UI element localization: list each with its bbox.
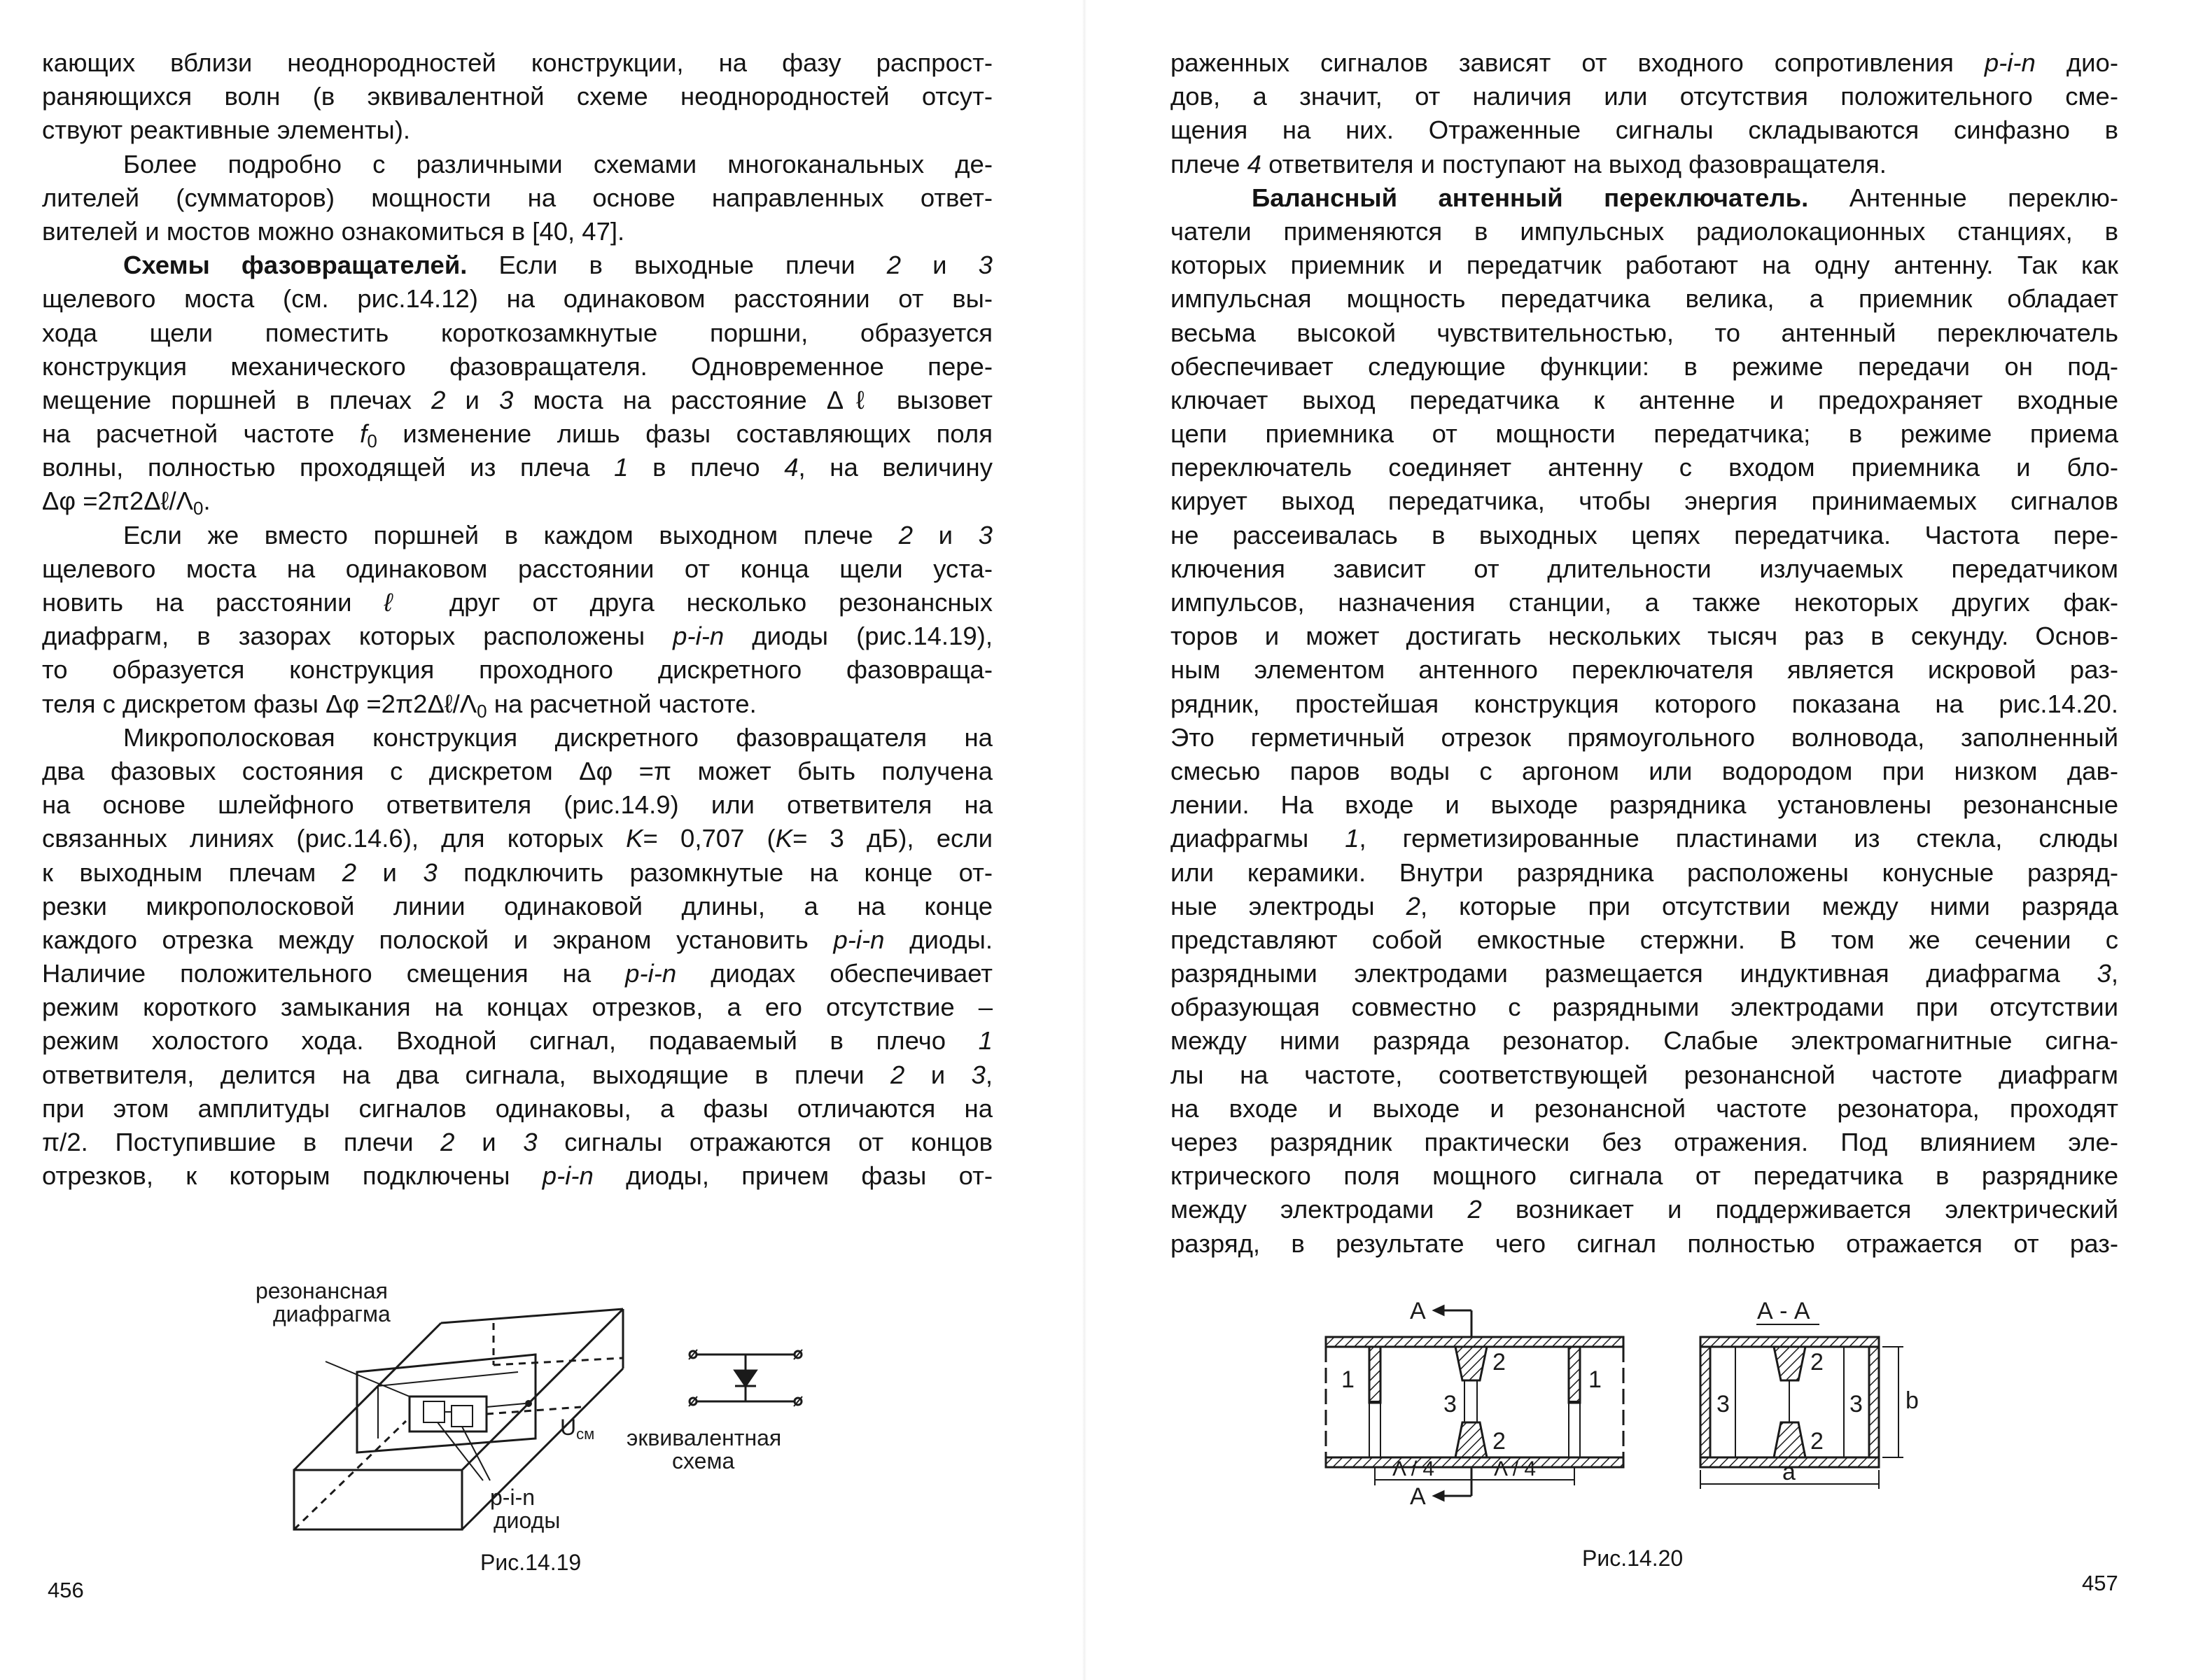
label-equiv-1: эквивалентная — [627, 1425, 782, 1450]
text-line: два фазовых состояния с дискретом Δφ =π может быть получена — [42, 756, 993, 785]
text-line: обеспечивает следующие функции: в режиме передачи он под- — [1170, 351, 2118, 381]
text-line: разрядными электродами размещается индуктивная диафрагма 3, — [1170, 959, 2118, 988]
text-line: диафрагм, в зазорах которых расположены p-i-n диоды (рис.14.19), — [42, 622, 993, 651]
label-dimension-b: b — [1905, 1387, 1919, 1414]
text-line: весьма высокой чувствительностью, то антенный переключатель — [1170, 318, 2118, 347]
left-page-text — [42, 46, 993, 1193]
label-pin-2: диоды — [494, 1508, 561, 1533]
text-line: Наличие положительного смещения на p-i-n диодах обеспечивает — [42, 959, 993, 988]
text-line: ствуют реактивные элементы). — [42, 115, 411, 145]
label-electrode-2-top: 2 — [1492, 1349, 1506, 1376]
text-line: между электродами 2 возникает и поддерживается электрический — [1170, 1195, 2118, 1224]
text-line: связанных линиях (рис.14.6), для которых K= 0,707 (K= 3 дБ), если — [42, 824, 993, 853]
label-diaphragm-1-left: 1 — [1341, 1366, 1355, 1393]
label-aa-2-top: 2 — [1810, 1349, 1824, 1376]
electrode-2-top — [1455, 1347, 1487, 1380]
text-line: Если же вместо поршней в каждом выходном плече 2 и 3 — [123, 520, 993, 550]
text-line: ктрического поля мощного сигнала от передатчика в разряднике — [1170, 1161, 2118, 1191]
label-pin-1: p-i-n — [490, 1485, 536, 1510]
text-line: или керамики. Внутри разрядника расположены конусные разряд- — [1170, 858, 2118, 887]
text-line: щения на них. Отраженные сигналы складываются синфазно в — [1170, 115, 2118, 145]
section-heading-phase-shifters: Схемы фазовращателей. Если в выходные плечи 2 и 3 — [123, 251, 993, 280]
equivalent-circuit — [689, 1350, 802, 1406]
text-line: щелевого моста на одинаковом расстоянии от конца щели уста- — [42, 554, 993, 583]
figure-14-20-caption: Рис.14.20 — [1582, 1546, 1684, 1571]
text-line: резки микрополосковой линии одинаковой длины, а на конце — [42, 891, 993, 920]
figure-14-19 — [252, 1239, 868, 1533]
text-line: Микрополосковая конструкция дискретного фазовращателя на — [123, 722, 993, 752]
text-line: представляют собой емкостные стержни. В том же сечении с — [1170, 925, 2118, 954]
text-line: Более подробно с различными схемами многоканальных де- — [123, 149, 993, 178]
cross-section-right-wall — [1869, 1347, 1879, 1457]
text-line: мещение поршней в плечах 2 и 3 моста на расстояние Δℓ вызовет — [42, 385, 993, 414]
text-line: плече 4 ответвителя и поступают на выход фазовращателя. — [1170, 149, 1887, 178]
formula-line: $\Delta\varphi =2\pi 2\Delta\ell/\Lambda_0$. — [42, 486, 211, 519]
page-number-left: 456 — [48, 1578, 84, 1602]
text-line: которых приемник и передатчик работают на одну антенну. Так как — [1170, 251, 2118, 280]
right-page — [1102, 0, 2203, 1680]
label-aa-3-right: 3 — [1849, 1391, 1863, 1418]
text-line: теля с дискретом фазы $\Delta\varphi =2\pi 2\Delta\ell/\Lambda_0$ на расчетной частоте. — [42, 689, 757, 721]
text-line: волны, полностью проходящей из плеча 1 в плечо 4, на величину — [42, 453, 993, 482]
cross-electrode-top — [1774, 1347, 1805, 1380]
text-line: на основе шлейфного ответвителя (рис.14.9) или ответвителя на — [42, 790, 993, 820]
text-line: смесью паров воды с аргоном или водородом при низком дав- — [1170, 756, 2118, 785]
text-line: новить на расстоянии ℓ друг от друга несколько резонансных — [42, 588, 993, 617]
text-line: конструкция механического фазовращателя. Одновременное пере- — [42, 351, 993, 381]
cross-section-top-wall — [1700, 1337, 1879, 1347]
text-line: раженных сигналов зависят от входного сопротивления p-i-n дио- — [1170, 48, 2118, 77]
diaphragm-1-right-top — [1569, 1347, 1580, 1403]
text-line: раняющихся волн (в эквивалентной схеме неоднородностей отсут- — [42, 82, 993, 111]
label-aa-2-bottom: 2 — [1810, 1428, 1824, 1455]
figure-14-20 — [1312, 1289, 1942, 1541]
pin-diode-right — [452, 1406, 473, 1427]
text-line: ответвителя, делится на два сигнала, выходящие в плечи 2 и 3, — [42, 1060, 993, 1089]
electrode-2-bottom — [1455, 1422, 1487, 1457]
text-line: каждого отрезка между полоской и экраном установить p-i-n диоды. — [42, 925, 993, 954]
text-line: при этом амплитуды сигналов одинаковы, а фазы отличаются на — [42, 1093, 993, 1123]
text-line: хода щели поместить короткозамкнутые поршни, образуется — [42, 318, 993, 347]
figure-14-19-drawing — [252, 1239, 868, 1533]
text-line: ключения зависит от длительности излучаемых передатчиком — [1170, 554, 2118, 583]
label-section-title: А - А — [1757, 1298, 1810, 1324]
text-line: кающих вблизи неоднородностей конструкции, на фазу распрост- — [42, 48, 993, 77]
text-line: импульсов, назначения станции, а также некоторых других фак- — [1170, 588, 2118, 617]
text-line: к выходным плечам 2 и 3 подключить разомкнутые на конце от- — [42, 858, 993, 887]
label-resonant-2: диафрагма — [273, 1301, 391, 1326]
text-line: лении. На входе и выходе разрядника установлены резонансные — [1170, 790, 2118, 820]
text-line: вителей и мостов можно ознакомиться в [40, 47]. — [42, 216, 625, 246]
inductive-diaphragm-3 — [1464, 1380, 1477, 1422]
text-line: между ними разряда резонатор. Слабые электромагнитные сигна- — [1170, 1026, 2118, 1056]
text-line: не рассеивалась в выходных цепях передатчика. Частота пере- — [1170, 520, 2118, 550]
label-electrode-2-bottom: 2 — [1492, 1428, 1506, 1455]
label-section-bottom: А — [1410, 1483, 1426, 1510]
text-line: ключает выход передатчика к антенне и предохраняет входные — [1170, 385, 2118, 414]
page-number-right: 457 — [2082, 1571, 2118, 1595]
diaphragm-1-left-top — [1369, 1347, 1380, 1403]
text-line: дов, а значит, от наличия или отсутствия положительного сме- — [1170, 82, 2118, 111]
waveguide-front-face — [294, 1470, 462, 1530]
diaphragm-gap — [410, 1396, 487, 1432]
text-line: разряд, в результате чего сигнал полностью отражается от раз- — [1170, 1228, 2118, 1258]
label-resonant-1: резонансная — [256, 1278, 388, 1303]
label-ucm: Uсм — [560, 1415, 595, 1443]
pin-diode-left — [424, 1401, 445, 1422]
text-line: на входе и выходе и резонансной частоте резонатора, проходят — [1170, 1093, 2118, 1123]
text-line: щелевого моста (см. рис.14.12) на одинаковом расстоянии от вы- — [42, 284, 993, 314]
text-line: режим холостого хода. Входной сигнал, подаваемый в плечо 1 — [42, 1026, 993, 1056]
text-line: Это герметичный отрезок прямоугольного волновода, заполненный — [1170, 722, 2118, 752]
text-line: торов и может достигать нескольких тысяч раз в секунду. Основ- — [1170, 622, 2118, 651]
text-line: рядник, простейшая конструкция которого показана на рис.14.20. — [1170, 689, 2118, 718]
label-section-top: А — [1410, 1298, 1426, 1324]
text-line: импульсная мощность передатчика велика, а приемник обладает — [1170, 284, 2118, 314]
section-heading-antenna-switch: Балансный антенный переключатель. Антенные переклю- — [1252, 183, 2118, 212]
waveguide-bottom-wall — [1326, 1457, 1623, 1467]
text-line: диафрагмы 1, герметизированные пластинами из стекла, слюды — [1170, 824, 2118, 853]
text-line: лы на частоте, соответствующей резонансной частоте диафрагм — [1170, 1060, 2118, 1089]
text-line: образующая совместно с разрядными электродами при отсутствии — [1170, 993, 2118, 1022]
right-page-text — [1170, 46, 2118, 1261]
label-dimension-a: a — [1782, 1459, 1796, 1485]
text-line: через разрядник практически без отражения. Под влиянием эле- — [1170, 1128, 2118, 1156]
text-line: чатели применяются в импульсных радиолокационных станциях, в — [1170, 216, 2118, 246]
text-line: ным элементом антенного переключателя является искровой раз- — [1170, 655, 2118, 685]
label-diaphragm-3: 3 — [1443, 1391, 1457, 1418]
cross-electrode-bottom — [1774, 1422, 1805, 1457]
book-fold — [1082, 0, 1086, 1680]
label-lambda-quarter-1: Λ / 4 — [1392, 1457, 1435, 1480]
text-line: лителей (сумматоров) мощности на основе направленных ответ- — [42, 183, 993, 212]
figure-14-20-drawing — [1312, 1289, 1942, 1541]
text-line: переключатель соединяет антенну с входом приемника и бло- — [1170, 453, 2118, 482]
figure-14-19-caption: Рис.14.19 — [480, 1550, 582, 1575]
text-line: отрезков, к которым подключены p-i-n диоды, причем фазы от- — [42, 1161, 993, 1191]
text-line: π/2. Поступившие в плечи 2 и 3 сигналы отражаются от концов — [42, 1128, 993, 1156]
text-line: кирует выход передатчика, чтобы энергия принимаемых сигналов — [1170, 486, 2118, 516]
label-lambda-quarter-2: Λ / 4 — [1494, 1457, 1537, 1480]
text-line: цепи приемника от мощности передатчика; в режиме приема — [1170, 419, 2118, 449]
text-line: на расчетной частоте $f_0$ изменение лишь фазы составляющих поля — [42, 419, 993, 451]
waveguide-top-wall — [1326, 1337, 1623, 1347]
text-line: то образуется конструкция проходного дискретного фазовраща- — [42, 655, 993, 685]
resonant-diaphragm — [357, 1354, 536, 1452]
cross-section-left-wall — [1700, 1347, 1710, 1457]
label-diaphragm-1-right: 1 — [1588, 1366, 1602, 1393]
text-line: ные электроды 2, которые при отсутствии между ними разряда — [1170, 891, 2118, 920]
label-aa-3-left: 3 — [1716, 1391, 1730, 1418]
label-equiv-2: схема — [672, 1448, 735, 1474]
text-line: режим короткого замыкания на концах отрезков, а его отсутствие – — [42, 993, 993, 1022]
